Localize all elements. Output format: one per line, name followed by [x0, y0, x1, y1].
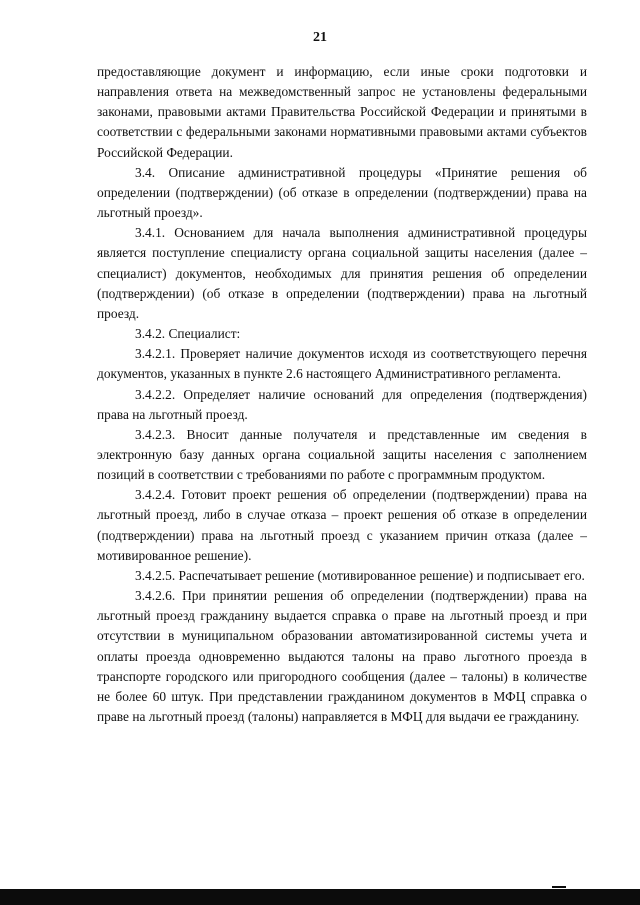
paragraph-section-3-4-2-1: 3.4.2.1. Проверяет наличие документов исходя из соответствующего перечня документов, указанных в пункте 2.6 настоящего Административного регламента. [97, 346, 587, 382]
paragraph-continuation: предоставляющие документ и информацию, если иные сроки подготовки и направления ответа на межведомственный запрос не установлены федеральными законами, правовыми актами Правительства Российской Федерации и принятыми в соответствии с федеральными законами нормативными правовыми актами субъектов Российской Федерации. [97, 64, 587, 160]
scan-edge-mark [552, 886, 566, 888]
paragraph-section-3-4-2-6: 3.4.2.6. При принятии решения об определении (подтверждении) права на льготный проезд гражданину выдается справка о праве на льготный проезд и при отсутствии в муниципальном образовании автоматизированной системы учета и оплаты проезда одновременно выдаются талоны на право льготного проезда в транспорте городского или пригородного сообщения (далее – талоны) в количестве не более 60 штук. При представлении гражданином документов в МФЦ справка о праве на льготный проезд (талоны) направляется в МФЦ для выдачи ее гражданину. [97, 588, 587, 724]
paragraph-section-3-4-1: 3.4.1. Основанием для начала выполнения административной процедуры является поступление специалисту органа социальной защиты населения (далее – специалист) документов, необходимых для принятия решения об определении (подтверждении) (об отказе в определении (подтверждении) права на льготный проезд. [97, 225, 587, 321]
scan-bottom-edge [0, 889, 640, 905]
paragraph-section-3-4-2-4: 3.4.2.4. Готовит проект решения об определении (подтверждении) права на льготный проезд, либо в случае отказа – проект решения об отказе в определении (подтверждении) права на льготный проезд с указанием причин отказа (далее – мотивированное решение). [97, 487, 587, 563]
document-body [97, 62, 587, 727]
paragraph-section-3-4-2-3: 3.4.2.3. Вносит данные получателя и представленные им сведения в электронную базу данных органа социальной защиты населения с заполнением позиций в соответствии с требованиями по работе с программным продуктом. [97, 426, 587, 483]
paragraph-section-3-4-2-2: 3.4.2.2. Определяет наличие оснований для определения (подтверждения) права на льготный проезд. [97, 386, 587, 422]
page-number: 21 [313, 30, 327, 45]
paragraph-section-3-4-2: 3.4.2. Специалист: [135, 326, 241, 342]
paragraph-section-3-4-2-5: 3.4.2.5. Распечатывает решение (мотивированное решение) и подписывает его. [135, 567, 585, 583]
paragraph-section-3-4: 3.4. Описание административной процедуры «Принятие решения об определении (подтверждении) (об отказе в определении (подтверждении) права на льготный проезд». [97, 164, 587, 221]
